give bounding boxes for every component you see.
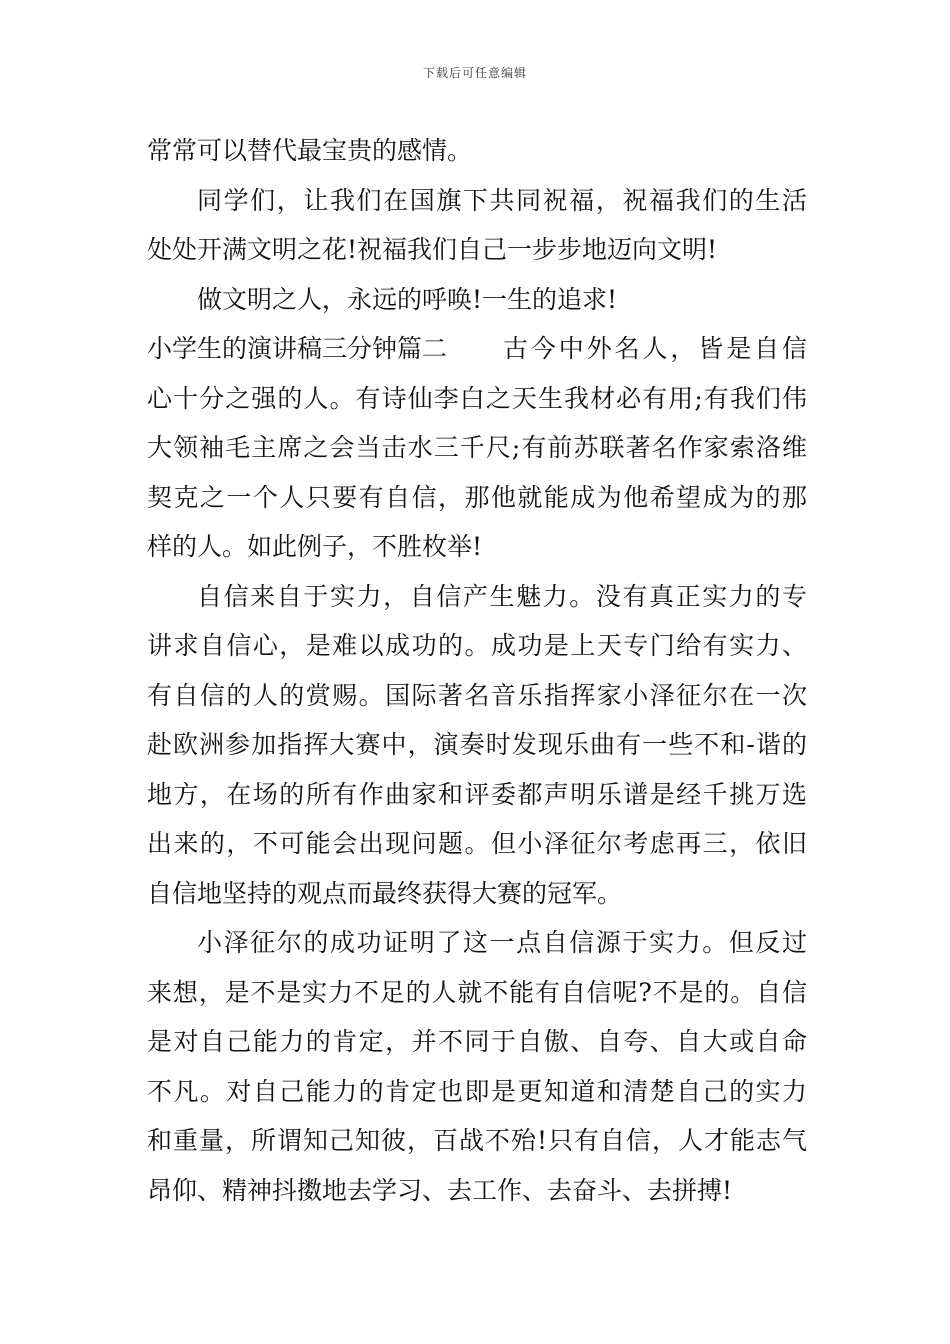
text-line: 契克之一个人只要有自信，那他就能成为他希望成为的那	[147, 482, 807, 512]
text-line: 地方，在场的所有作曲家和评委都声明乐谱是经千挑万选	[147, 779, 807, 809]
paragraph-1	[147, 126, 807, 176]
paragraph-2	[147, 176, 807, 275]
text-line: 大领袖毛主席之会当击水三千尺;有前苏联著名作家索洛维	[147, 433, 807, 462]
document-body	[147, 126, 807, 1215]
text-line: 出来的，不可能会出现问题。但小泽征尔考虑再三，依旧	[147, 829, 807, 858]
paragraph-6	[147, 918, 807, 1215]
text-line: 讲求自信心，是难以成功的。成功是上天专门给有实力、	[147, 631, 807, 660]
text-line: 有自信的人的赏赐。国际著名音乐指挥家小泽征尔在一次	[147, 680, 807, 710]
text-line: 古今中外名人，皆是自信	[503, 334, 807, 363]
heading-spacer	[447, 324, 503, 374]
text-line: 不凡。对自己能力的肯定也即是更知道和清楚自己的实力	[147, 1076, 807, 1106]
text-line: 自信来自于实力，自信产生魅力。没有真正实力的专	[197, 581, 807, 611]
text-line: 是对自己能力的肯定，并不同于自傲、自夸、自大或自命	[147, 1027, 807, 1056]
section-heading-line	[147, 324, 807, 374]
text-line: 和重量，所谓知己知彼，百战不殆!只有自信，人才能志气	[147, 1126, 807, 1155]
text-line: 同学们，让我们在国旗下共同祝福，祝福我们的生活	[197, 185, 807, 215]
text-line: 心十分之强的人。有诗仙李白之天生我材必有用;有我们伟	[147, 383, 807, 413]
text-line: 处处开满文明之花!祝福我们自己一步步地迈向文明!	[147, 235, 718, 264]
text-line: 赴欧洲参加指挥大赛中，演奏时发现乐曲有一些不和-谐的	[147, 730, 807, 759]
text-line: 昂仰、精神抖擞地去学习、去工作、去奋斗、去拼搏!	[147, 1175, 733, 1205]
text-line: 自信地坚持的观点而最终获得大赛的冠军。	[147, 878, 623, 908]
section-heading: 小学生的演讲稿三分钟篇二	[147, 334, 448, 363]
text-line: 做文明之人，永远的呼唤!一生的追求!	[197, 284, 618, 314]
text-line: 小泽征尔的成功证明了这一点自信源于实力。但反过	[197, 928, 807, 957]
paragraph-4	[147, 324, 807, 572]
text-line: 样的人。如此例子，不胜枚举!	[147, 532, 483, 561]
paragraph-5	[147, 572, 807, 919]
paragraph-3	[147, 275, 807, 325]
page-header-note: 下载后可任意编辑	[422, 66, 527, 80]
text-line: 常常可以替代最宝贵的感情。	[147, 136, 473, 165]
text-line: 来想，是不是实力不足的人就不能有自信呢?不是的。自信	[147, 977, 807, 1007]
